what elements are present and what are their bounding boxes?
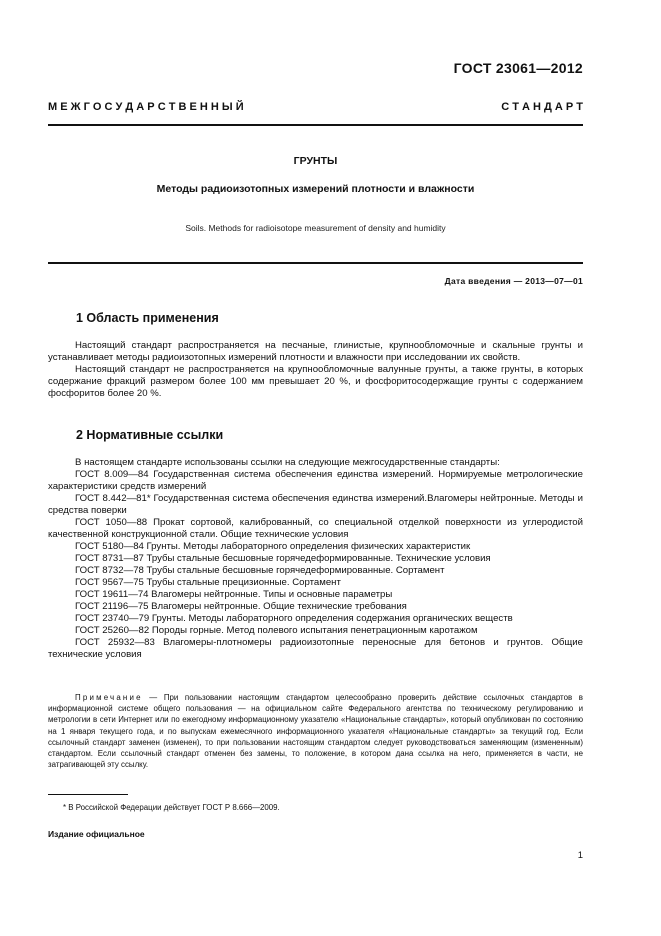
section-2-body bbox=[48, 457, 583, 661]
note-block bbox=[48, 692, 583, 770]
reference-item: ГОСТ 9567—75 Трубы стальные прецизионные. Сортамент bbox=[75, 577, 341, 588]
interstate-standard-banner bbox=[48, 101, 583, 113]
footnote: * В Российской Федерации действует ГОСТ Р 8.666—2009. bbox=[63, 803, 280, 812]
document-subtitle: Методы радиоизотопных измерений плотности и влажности bbox=[156, 183, 475, 195]
section-2-heading: 2 Нормативные ссылки bbox=[76, 428, 224, 442]
reference-item: ГОСТ 25932—83 Влагомеры-плотномеры радиоизотопные переносные для бетонов и грунтов. Общие технические условия bbox=[48, 637, 583, 660]
reference-list bbox=[48, 469, 583, 661]
reference-item: ГОСТ 21196—75 Влагомеры нейтронные. Общие технические требования bbox=[75, 601, 407, 612]
note-label: Примечание bbox=[75, 693, 143, 702]
gost-number: ГОСТ 23061—2012 bbox=[453, 60, 583, 76]
reference-item: ГОСТ 8732—78 Трубы стальные бесшовные горячедеформированные. Сортамент bbox=[75, 565, 445, 576]
official-edition-label: Издание официальное bbox=[48, 829, 145, 839]
top-rule bbox=[48, 124, 583, 126]
standard-word: С Т А Н Д А Р Т bbox=[501, 101, 583, 113]
reference-item: ГОСТ 25260—82 Породы горные. Метод полевого испытания пенетрационным каротажом bbox=[75, 625, 478, 636]
title-rule bbox=[48, 262, 583, 264]
reference-item: ГОСТ 23740—79 Грунты. Методы лабораторного определения содержания органических веществ bbox=[75, 613, 513, 624]
reference-item: ГОСТ 5180—84 Грунты. Методы лабораторного определения физических характеристик bbox=[75, 541, 471, 552]
reference-item: ГОСТ 8.442—81* Государственная система обеспечения единства измерений.Влагомеры нейтронные. Методы и средства поверки bbox=[48, 493, 583, 516]
footnote-rule bbox=[48, 794, 128, 795]
reference-item: ГОСТ 1050—88 Прокат сортовой, калиброванный, со специальной отделкой поверхности из углеродистой качественной конструкционной стали. Общие технические условия bbox=[48, 517, 583, 540]
paragraph: В настоящем стандарте использованы ссылки на следующие межгосударственные стандарты: bbox=[75, 457, 500, 468]
page-number: 1 bbox=[577, 850, 583, 861]
reference-item: ГОСТ 8731—87 Трубы стальные бесшовные горячедеформированные. Технические условия bbox=[75, 553, 491, 564]
introduction-date: Дата введения — 2013—07—01 bbox=[444, 276, 583, 286]
note-text: — При пользовании настоящим стандартом целесообразно проверить действие ссылочных стандартов в информационной системе общего пользования — на официальном сайте Федерального агентства по техническому регулированию и метрологии в сети Интернет или по ежегодному информационному указателю «Национальные стандарты», который опубликован по состоянию на 1 января текущего года, и по выпускам ежемесячного информационного указателя «Национальные стандарты» за текущий год. Если ссылочный стандарт заменен (изменен), то при пользовании настоящим стандартом следует руководствоваться заменяющим (измененным) стандартом. Если ссылочный стандарт отменен без замены, то положение, в котором дана ссылка на него, применяется в части, не затрагивающей эту ссылку. bbox=[48, 693, 583, 770]
paragraph: Настоящий стандарт распространяется на песчаные, глинистые, крупнообломочные и скальные грунты и устанавливает методы радиоизотопных измерений плотности и влажности при исследовании их свойств. bbox=[48, 340, 583, 363]
section-1-body bbox=[48, 340, 583, 400]
english-title: Soils. Methods for radioisotope measurement of density and humidity bbox=[185, 223, 446, 233]
reference-item: ГОСТ 8.009—84 Государственная система обеспечения единства измерений. Нормируемые метрологические характеристики средств измерений bbox=[48, 469, 583, 492]
paragraph: Настоящий стандарт не распространяется на крупнообломочные валунные грунты, а также грунты, в которых содержание фракций размером более 100 мм превышает 20 %, и фосфоритосодержащие грунты с содержанием фосфоритов более 20 %. bbox=[48, 364, 583, 399]
document-title: ГРУНТЫ bbox=[293, 155, 338, 167]
section-1-heading: 1 Область применения bbox=[76, 311, 219, 325]
reference-item: ГОСТ 19611—74 Влагомеры нейтронные. Типы и основные параметры bbox=[75, 589, 393, 600]
interstate-word: М Е Ж Г О С У Д А Р С Т В Е Н Н Ы Й bbox=[48, 101, 244, 113]
